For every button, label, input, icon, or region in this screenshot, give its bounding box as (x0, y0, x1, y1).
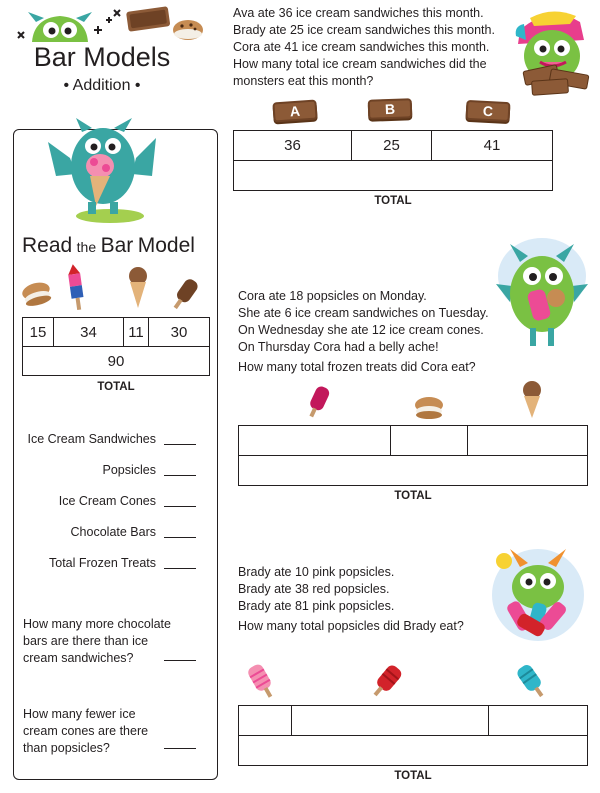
bar2-cell-2[interactable] (390, 425, 468, 456)
bar3-cell-1[interactable] (238, 705, 292, 736)
bar2-total-cell[interactable] (238, 455, 588, 486)
blue-popsicle-icon (514, 662, 550, 702)
read-cell-2: 34 (53, 317, 124, 347)
tag-c: C (466, 100, 511, 122)
bar3-cell-3[interactable] (488, 705, 588, 736)
header-illustration (14, 6, 204, 44)
cookie-sandwich-icon (22, 282, 52, 308)
problem2-text: Cora ate 18 popsicles on Monday. She ate 6 ice cream sandwiches on Tuesday. On Wednesday she ate 12 ice cream cones. On Thursday Cora had a belly ache! How many total frozen treats did Cora eat? (238, 289, 489, 374)
ice-cream-cone-icon (126, 266, 150, 310)
red-popsicle-icon (368, 662, 404, 702)
read-bar-model-heading: Read the Bar Model (22, 234, 195, 257)
word-question-2: How many fewer ice cream cones are there than popsicles? (23, 707, 149, 755)
answer-line-word-question-2[interactable] (164, 748, 196, 749)
monster-popsicles-illustration (490, 545, 590, 645)
ice-cream-sandwich-icon (126, 6, 170, 32)
monster-head-icon (28, 12, 92, 42)
tag-b: B (368, 98, 413, 120)
question-ice-cream-sandwiches: Ice Cream Sandwiches (27, 432, 156, 446)
bar1-cell-a: 36 (233, 130, 352, 161)
answer-line-total-frozen-treats[interactable] (164, 568, 196, 569)
monster-sandwich-illustration (510, 10, 594, 98)
bar1-cell-b: 25 (351, 130, 432, 161)
page-title: Bar Models (33, 42, 171, 72)
read-cell-1: 15 (22, 317, 54, 347)
bar1-total-label: TOTAL (374, 195, 412, 207)
word-question-1: How many more chocolate bars are there than ice cream sandwiches? (23, 617, 171, 665)
bar2-cell-3[interactable] (467, 425, 588, 456)
chocolate-bar-icon (167, 276, 203, 312)
bar2-cell-1[interactable] (238, 425, 391, 456)
answer-line-popsicles[interactable] (164, 475, 196, 476)
tag-a: A (272, 99, 317, 122)
answer-line-ice-cream-cones[interactable] (164, 506, 196, 507)
question-chocolate-bars: Chocolate Bars (70, 525, 156, 539)
question-total-frozen-treats: Total Frozen Treats (49, 556, 156, 570)
ice-cream-cone-icon (520, 380, 544, 420)
pink-popsicle-icon (303, 384, 333, 420)
bar3-total-cell[interactable] (238, 735, 588, 766)
read-cell-3: 11 (123, 317, 149, 347)
answer-line-chocolate-bars[interactable] (164, 537, 196, 538)
bar1-cell-c: 41 (431, 130, 553, 161)
rocket-popsicle-icon (66, 262, 86, 312)
cookie-sandwich-icon (173, 20, 203, 40)
cookie-sandwich-icon (414, 396, 444, 420)
answer-line-word-question-1[interactable] (164, 660, 196, 661)
read-bar-model-panel (13, 129, 218, 780)
bar3-total-label: TOTAL (394, 770, 432, 782)
bar2-total-label: TOTAL (394, 490, 432, 502)
bar3-cell-2[interactable] (291, 705, 489, 736)
problem1-text: Ava ate 36 ice cream sandwiches this month. Brady ate 25 ice cream sandwiches this month. Cora ate 41 ice cream sandwiches this month. How many total ice cream sandwiches did the monsters eat this month? (233, 6, 495, 88)
monster-popsicle-illustration (496, 232, 588, 356)
question-ice-cream-cones: Ice Cream Cones (58, 494, 156, 508)
problem3-text: Brady ate 10 pink popsicles. Brady ate 38 red popsicles. Brady ate 81 pink popsicles. How many total popsicles did Brady eat? (238, 565, 464, 633)
monster-ice-cream-illustration (48, 118, 158, 224)
bar1-total-cell[interactable] (233, 160, 553, 191)
read-cell-4: 30 (148, 317, 210, 347)
page-subtitle: • Addition • (63, 77, 141, 94)
read-total-cell: 90 (22, 346, 210, 376)
pink-striped-popsicle-icon (244, 662, 280, 702)
read-total-label: TOTAL (97, 381, 135, 393)
answer-line-ice-cream-sandwiches[interactable] (164, 444, 196, 445)
question-popsicles: Popsicles (102, 463, 156, 477)
